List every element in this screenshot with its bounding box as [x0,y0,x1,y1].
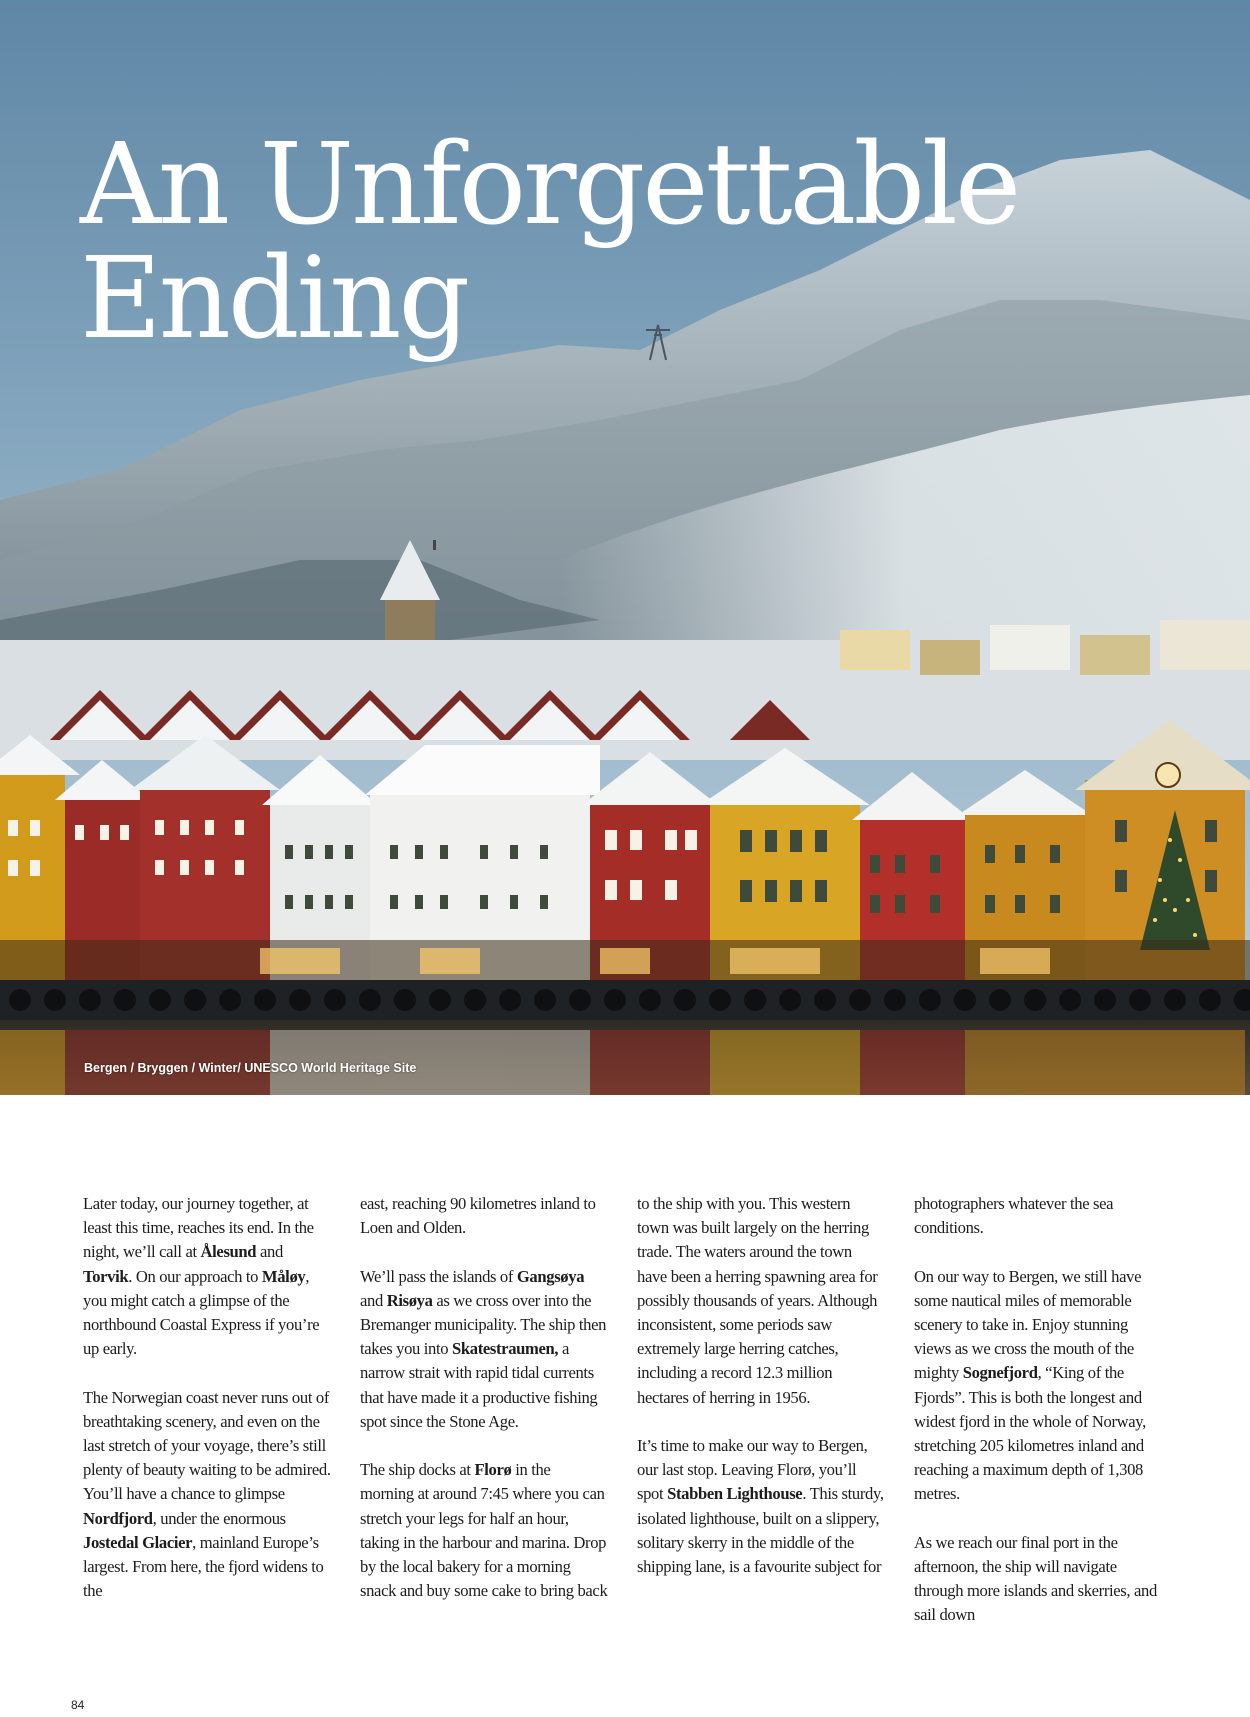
paragraph [360,1192,608,1240]
text-run: The Norwegian coast never runs out of breathtaking scenery, and even on the last stretch of your voyage, there’s still plenty of beauty waiting to be admired. You’ll have a chance to glimpse [83,1387,331,1504]
article-body [83,1192,1183,1672]
photo-caption: Bergen / Bryggen / Winter/ UNESCO World Heritage Site [84,1061,417,1075]
text-run: On our way to Bergen, we still have some nautical miles of memorable scenery to take in. Enjoy stunning views as we cross the mouth of the mighty [914,1266,1142,1383]
paragraph [914,1531,1162,1628]
bold-place-name: Jostedal Glacier [83,1532,193,1552]
article-title-line-2: Ending [80,234,468,364]
bold-place-name: Florø [474,1460,512,1480]
text-run: . On our approach to [128,1266,262,1286]
bold-place-name: Torvik [83,1266,129,1286]
bold-place-name: Gangsøya [516,1266,585,1286]
text-run: to the ship with you. This western town was built largely on the herring trade. The waters around the town have been a herring spawning area for possibly thousands of years. Although inconsistent, some periods saw extremely large herring catches, including a record 12.3 million hectares of herring in 1956. [637,1194,878,1407]
text-run: , “King of the Fjords”. This is both the longest and widest fjord in the whole of Norway, stretching 205 kilometres inland and reaching a maximum depth of 1,308 metres. [914,1363,1146,1504]
paragraph [83,1386,331,1604]
text-run: Later today, our journey together, at least this time, reaches its end. In the night, we’ll call at [83,1194,314,1262]
text-run: and [360,1290,387,1310]
text-run: , mainland Europe’s largest. From here, the fjord widens to the [83,1532,324,1601]
page-number: 84 [71,1698,85,1712]
paragraph [637,1192,885,1410]
bold-place-name: Skatestraumen, [452,1339,559,1359]
paragraph [914,1265,1162,1507]
text-run: in the morning at around 7:45 where you can stretch your legs for half an hour, taking in the harbour and marina. Drop by the local bakery for a morning snack and buy some cake to bring back [360,1460,608,1601]
bold-place-name: Måløy [261,1266,306,1286]
article-title-line-1: An Unforgettable [80,120,1019,250]
text-column-1 [83,1192,331,1603]
text-run: and [256,1242,283,1262]
text-run: As we reach our final port in the afternoon, the ship will navigate through more islands and skerries, and sail down [914,1532,1157,1625]
bold-place-name: Stabben Lighthouse [667,1484,803,1504]
text-run: as we cross over into the Bremanger municipality. The ship then takes you into [360,1290,607,1359]
text-column-4 [914,1192,1162,1628]
paragraph [914,1192,1162,1240]
text-column-2 [360,1192,608,1603]
bold-place-name: Nordfjord [83,1508,153,1528]
text-run: , you might catch a glimpse of the northbound Coastal Express if you’re up early. [83,1266,320,1359]
text-column-3 [637,1192,885,1579]
bold-place-name: Ålesund [200,1242,257,1262]
text-run: We’ll pass the islands of [360,1266,517,1286]
text-run: east, reaching 90 kilometres inland to Loen and Olden. [360,1194,596,1238]
text-run: , under the enormous [152,1508,286,1528]
paragraph [83,1192,331,1361]
bold-place-name: Sognefjord [962,1363,1038,1383]
article-title [80,120,1019,364]
paragraph [360,1458,608,1603]
text-run: The ship docks at [360,1460,475,1480]
text-run: It’s time to make our way to Bergen, our last stop. Leaving Florø, you’ll spot [637,1436,868,1504]
text-run: . This sturdy, isolated lighthouse, built on a slippery, solitary skerry in the middle of the shipping lane, is a favourite subject for [637,1484,884,1577]
paragraph [637,1434,885,1579]
paragraph [360,1265,608,1434]
text-run: photographers whatever the sea conditions. [914,1194,1114,1238]
text-run: a narrow strait with rapid tidal currents that have made it a productive fishing spot since the Stone Age. [360,1339,598,1431]
bold-place-name: Risøya [386,1290,433,1310]
